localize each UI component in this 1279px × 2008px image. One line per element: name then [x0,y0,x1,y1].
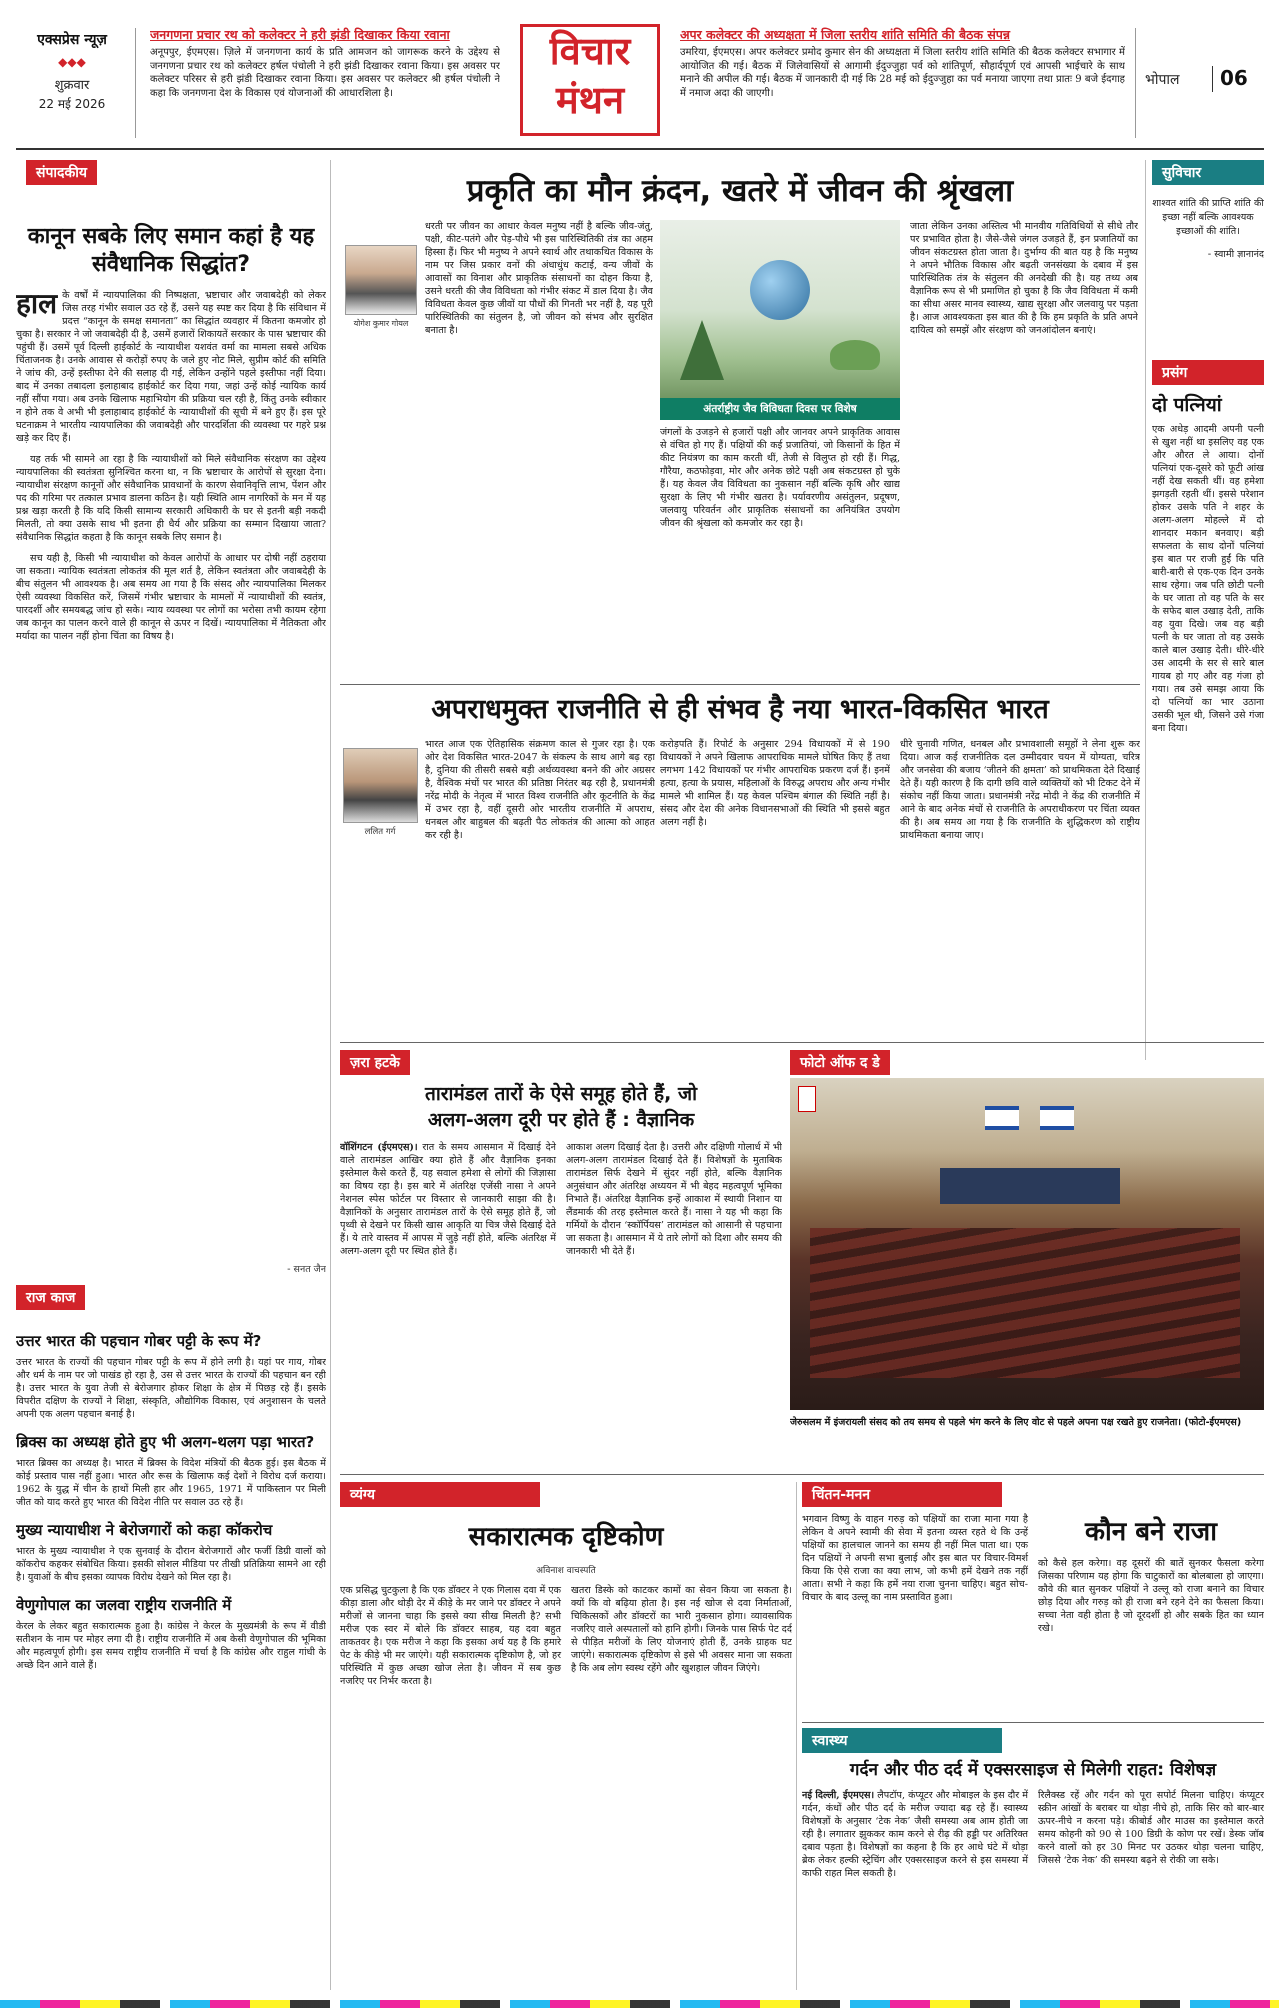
zara-hatke-headline-line1: तारामंडल तारों के ऐसे समूह होते हैं, जो [424,1083,697,1105]
tree-icon [680,320,724,380]
issue-day: शुक्रवार [54,78,90,93]
second-lead-column-2: करोड़पति हैं। रिपोर्ट के अनुसार 294 विधायकों में से 190 विधायकों ने अपने खिलाफ आपराधिक मामले घोषित किए हैं तथा लगभग 142 विधायकों पर गंभीर आपराधिक प्रकरण दर्ज हैं। इनमें हत्या, हत्या के प्रयास, महिलाओं के विरुद्ध अपराध और अन्य गंभीर मामले भी शामिल हैं। यह केवल पश्चिम बंगाल की स्थिति नहीं है। संसद और देश की अनेक विधानसभाओं की स्थिति भी इससे बहुत अलग नहीं है। [660,739,890,828]
raj-kaaj-tag: राज काज [16,1285,85,1310]
swasthya-section [802,1728,1264,1990]
diamond-ornament-icon: ◆◆◆ [58,55,86,69]
raj-kaaj-item2-text: भारत ब्रिक्स का अध्यक्ष है। भारत में ब्रिक्स के विदेश मंत्रियों की बैठक हुई। इस बैठक में कोई प्रस्ताव पास नहीं हुआ। भारत और रूस के खिलाफ कई देशों ने विरोध दर्ज कराया। 1962 के युद्ध में चीन के हाथों मिली हार और 1965, 1971 में पाकिस्तान पर मिली जीत को याद करते हुए भारत की विदेश नीति पर सवाल उठ रहे हैं। [16,1458,326,1508]
lead-author-photo [345,245,417,315]
raj-kaaj-section [16,1285,326,1990]
speaker-podium [940,1168,1120,1204]
vyangya-section [340,1482,792,1990]
masthead-left-text: अनूपपुर, ईएमएस। ज़िले में जनगणना कार्य के प्रति आमजन को जागरूक करने के उद्देश्य से जनगणना प्रचार रथ को कलेक्टर हर्षल पंचोली ने हरी झंडी दिखाकर रवाना किया। इस अवसर पर कलेक्टर परिसर से हरी झंडी दिखाकर रवाना किया। इस अवसर पर कलेक्टर श्री हर्षल पंचोली ने कहा कि जनगणना देश के विकास एवं योजनाओं की आधारशिला है। [150,47,500,99]
raj-kaaj-item4-headline: वेणुगोपाल का जलवा राष्ट्रीय राजनीति में [16,1596,232,1614]
raj-kaaj-item4-text: केरल के लेकर बहुत सकारात्मक हुआ है। कांग्रेस ने केरल के मुख्यमंत्री के रूप में वीडी सतीशन के नाम पर मोहर लगा दी है। राष्ट्रीय राजनीति में अब केसी वेणुगोपाल की भूमिका और महत्वपूर्ण होगी। इस समय राष्ट्रीय राजनीति में चर्चा है कि कांग्रेस और राहुल गांधी के अच्छे दिन आने वाले हैं। [16,1621,326,1671]
lead-column-1: धरती पर जीवन का आधार केवल मनुष्य नहीं है बल्कि जीव-जंतु, पक्षी, कीट-पतंगे और पेड़-पौधे भी इस पारिस्थितिकी तंत्र का अहम हिस्सा हैं। फिर भी मनुष्य ने अपने स्वार्थ और तथाकथित विकास के नाम पर जिस प्रकार वनों की अंधाधुंध कटाई, वन्य जीवों के आवासों का विनाश और प्राकृतिक संसाधनों का दोहन किया है, उसने धरती की जैव विविधता को गंभीर संकट में डाल दिया है। जैव विविधता केवल कुछ जीवों या पौधों की गिनती भर नहीं है, यह पूरी पारिस्थितिकी का संतुलन है, जो जीवन को संभव और सुरक्षित बनाता है। [425,221,653,336]
second-lead-author-photo [343,748,418,823]
raj-kaaj-item3-text: भारत के मुख्य न्यायाधीश ने एक सुनवाई के दौरान बेरोजगारों और फर्जी डिग्री वालों को कॉकरोच कहकर संबोधित किया। इसकी सोशल मीडिया पर तीखी प्रतिक्रिया सामने आ रही है। युवाओं के बीच इसका व्यापक विरोध देखने को मिल रहा है। [16,1546,326,1583]
masthead-left-headline: जनगणना प्रचार रथ को कलेक्टर ने हरी झंडी दिखाकर किया रवाना [150,27,450,42]
raj-kaaj-item3-headline: मुख्य न्यायाधीश ने बेरोजगारों को कहा कॉकरोच [16,1521,273,1539]
masthead-left-news [150,26,500,142]
photo-of-day-tag: फोटो ऑफ द डे [790,1050,890,1075]
masthead-right-news [680,26,1125,142]
vyangya-tag: व्यंग्य [340,1482,540,1507]
issue-date: 22 मई 2026 [38,97,106,111]
earth-globe-icon [750,260,810,320]
editorial-dropcap: हाल [16,287,58,320]
editorial-headline: कानून सबके लिए समान कहां है यह संवैधानिक सिद्धांत? [27,224,315,277]
parliament-photo [790,1078,1264,1410]
vyangya-headline: सकारात्मक दृष्टिकोण [468,1522,664,1552]
swasthya-dateline: नई दिल्ली, ईएमएस। [802,1790,875,1801]
vyangya-column-2: खतरा डिस्के को काटकर कामों का सेवन किया जा सकता है। क्यों कि वो बढ़िया होता है। इस नई खोज से दवा निर्माताओं, चिकित्सकों और डॉक्टरों का भारी नुकसान होगा। व्यावसायिक नजरिए वाले अस्पतालों को हानि होगी। जिनके पास सिर्फ पेट दर्द से पीड़ित मरीजों के लिए योजनाएं होती हैं, उनके ग्राहक घट जाएंगे। सकारात्मक दृष्टिकोण से इसे भी अवसर माना जा सकता है कि अब लोग स्वस्थ रहेंगे और खुशहाल जीवन जिएंगे। [571,1585,792,1674]
vyangya-column-1: एक प्रसिद्ध चुटकुला है कि एक डॉक्टर ने एक गिलास दवा में एक कीड़ा डाला और थोड़ी देर में कीड़े के मर जाने पर डॉक्टर ने अपने मरीजों से जानना चाहा कि इससे क्या सीख मिलती है? सभी मरीज एक स्वर में बोले कि डॉक्टर साहब, यह दवा बहुत ताकतवर है। एक मरीज ने कहा कि इसका अर्थ यह है कि हमारे पेट के कीड़े भी मर जाएंगे। यही सकारात्मक दृष्टिकोण है, जो हर परिस्थिति में कुछ अच्छा खोज लेता है। जीवन में सब कुछ नजरिए पर निर्भर करता है। [340,1585,561,1687]
suvichar-author: - स्वामी ज्ञानानंद [1207,249,1264,260]
section-title-box [520,24,660,136]
photo-of-day-section [790,1050,1264,1470]
raj-kaaj-item2-headline: ब्रिक्स का अध्यक्ष होते हुए भी अलग-थलग पड़ा भारत? [16,1433,315,1451]
raj-kaaj-item1-headline: उत्तर भारत की पहचान गोबर पट्टी के रूप में? [16,1332,262,1350]
chintan-tag: चिंतन-मनन [802,1482,1002,1507]
editorial-body [16,289,326,445]
swasthya-tag: स्वास्थ्य [802,1728,1002,1753]
zara-hatke-headline-line2: अलग-अलग दूरी पर होते हैं : वैज्ञानिक [427,1109,695,1131]
swasthya-headline: गर्दन और पीठ दर्द में एक्सरसाइज से मिलेगी राहत: विशेषज्ञ [849,1760,1217,1780]
swasthya-column-2: रिलैक्स्ड रहें और गर्दन को पूरा सपोर्ट मिलना चाहिए। कंप्यूटर स्क्रीन आंखों के बराबर या थोड़ा नीचे हो, ताकि सिर को बार-बार ऊपर-नीचे न करना पड़े। कीबोर्ड और माउस का इस्तेमाल करते समय कोहनी को 90 से 100 डिग्री के कोण पर रखें। डेस्क जॉब करने वालों को हर 30 मिनट पर उठकर थोड़ा चलना चाहिए, जिससे ‘टेक नेक’ की समस्या बढ़ने से रोकी जा सके। [1038,1790,1264,1866]
chintan-column-1: भगवान विष्णु के वाहन गरुड़ को पक्षियों का राजा माना गया है लेकिन वे अपने स्वामी की सेवा में इतना व्यस्त रहते थे कि उन्हें पक्षियों का हालचाल जानने का समय ही नहीं मिल पाता था। एक दिन पक्षियों ने अपनी सभा बुलाई और इस बात पर विचार-विमर्श किया कि ऐसे राजा का क्या लाभ, जो कभी हमें देखने तक नहीं आता। सभी ने कहा कि हमें नया राजा चुनना चाहिए। बहुत सोच-विचार के बाद उल्लू का नाम प्रस्तावित हुआ। [802,1514,1028,1603]
zara-hatke-tag: ज़रा हटके [340,1050,410,1075]
suvichar-tag: सुविचार [1152,160,1264,185]
prasang-text: एक अधेड़ आदमी अपनी पत्नी से खुश नहीं था इसलिए वह एक और औरत ले आया। दोनों पत्नियां एक-दूसरे को फूटी आंख नहीं देख सकती थीं। वह हमेशा झगड़ती रहती थीं। इससे परेशान होकर उसके पति ने शहर के अलग-अलग मोहल्ले में दो शानदार मकान बनवाए। बड़ी सफलता के साथ दोनों पत्नियां इस बात पर राजी हुईं कि पति बारी-बारी से एक-एक दिन उनके साथ रहेगा। जब पति छोटी पत्नी के घर जाता तो वह पति के सर के सफेद बाल उखाड़ देती, ताकि वह युवा दिखे। जब वह बड़ी पत्नी के घर जाता तो वह उसके काले बाल उखाड़ देती। धीरे-धीरे उस आदमी के सर से सारे बाल गायब हो गए और वह गंजा हो गया। तब उसे समझ आया कि दो पत्नियों का भार उठाना उसकी भूल थी, जिसने उसे गंजा बना दिया। [1152,424,1264,734]
lead-image [660,220,900,420]
second-lead-headline: अपराधमुक्त राजनीति से ही संभव है नया भारत-विकसित भारत [431,694,1049,725]
second-lead-author-name: ललित गर्ग [364,827,396,837]
lead-author-name: योगेश कुमार गोयल [353,319,409,328]
flag-icon [985,1106,1019,1130]
page-number: 06 [1220,66,1248,90]
chintan-headline: कौन बने राजा [1085,1517,1217,1547]
seating-rows [810,1228,1240,1378]
editorial-author: - सनत जैन [287,1264,326,1275]
chintan-column-2: को कैसे हल करेगा। वह दूसरों की बातें सुनकर फैसला करेगा जिसका परिणाम यह होगा कि चाटुकारों का बोलबाला हो जाएगा। कौवे की बात सुनकर पक्षियों ने उल्लू को राजा बनाने का विचार छोड़ दिया और गरुड़ को ही राजा बने रहने देने का फैसला किया। सच्चा नेता वही होता है जो दूरदर्शी हो और सबके हित का ध्यान रखे। [1038,1558,1264,1634]
editorial-section [16,160,326,1262]
editorial-paragraph-3: सच यही है, किसी भी न्यायाधीश को केवल आरोपों के आधार पर दोषी नहीं ठहराया जा सकता। न्यायिक स्वतंत्रता लोकतंत्र की मूल शर्त है, लेकिन स्वतंत्रता और जवाबदेही के बीच संतुलन भी आवश्यक है। अब समय आ गया है कि संसद और न्यायपालिका मिलकर ऐसी व्यवस्था विकसित करें, जिसमें गंभीर भ्रष्टाचार के मामलों में न्यायाधीशों की स्वतंत्र, पारदर्शी और समयबद्ध जांच हो सके। न्याय व्यवस्था पर लोगों का भरोसा तभी कायम रहेगा जब कानून का पालन करने वाले ही कानून से ऊपर न दिखें। न्यायपालिका में नैतिकता और मर्यादा का पालन नहीं होना चिंता का विषय है। [16,553,326,642]
zara-hatke-section [340,1050,782,1470]
masthead [0,0,1279,150]
leaf-hand-icon [830,340,880,370]
photo-agency-logo [798,1086,816,1112]
paper-brand [16,30,128,122]
suvichar-section [1152,160,1264,360]
lead-image-caption: अंतर्राष्ट्रीय जैव विविधता दिवस पर विशेष [660,398,900,420]
photo-of-day-caption: जेरुसलम में इंजरायली संसद को तय समय से पहले भंग करने के लिए वोट से पहले अपना पक्ष रखते हुए राजनेता। (फोटो-ईएमएस) [790,1417,1242,1428]
prasang-headline: दो पत्नियां [1152,394,1222,416]
chintan-section [802,1482,1264,1717]
swasthya-text-1: लैपटॉप, कंप्यूटर और मोबाइल के इस दौर में गर्दन, कंधों और पीठ दर्द के मरीज ज्यादा बढ़ रहे हैं। स्वास्थ्य विशेषज्ञों के अनुसार ‘टेक नेक’ जैसी समस्या अब आम होती जा रही है। लगातार झुककर काम करने से रीढ़ की हड्डी पर अतिरिक्त दबाव पड़ता है। विशेषज्ञों का कहना है कि हर आधे घंटे में थोड़ा ब्रेक लेकर हल्की स्ट्रेचिंग और एक्सरसाइज करने से इस समस्या में काफी राहत मिल सकती है। [802,1790,1028,1879]
lead-column-2: जंगलों के उजड़ने से हजारों पक्षी और जानवर अपने प्राकृतिक आवास से वंचित हो गए हैं। पक्षियों की कई प्रजातियां, जो किसानों के हित में कीट नियंत्रण का काम करती थीं, तेजी से विलुप्त हो रही हैं। गिद्ध, गौरैया, कठफोड़वा, मोर और अनेक छोटे पक्षी अब संकटग्रस्त हो चुके हैं। यह केवल जैव विविधता का नुकसान नहीं बल्कि कृषि और खाद्य सुरक्षा के लिए भी गंभीर खतरा है। पर्यावरणीय असंतुलन, प्रदूषण, जलवायु परिवर्तन और प्राकृतिक संसाधनों का अनियंत्रित उपयोग जीवन की श्रृंखला को कमजोर कर रहा है। [660,427,900,529]
zara-hatke-column-1 [340,1141,556,1258]
editorial-paragraph-1: के वर्षों में न्यायपालिका की निष्पक्षता, भ्रष्टाचार और जवाबदेही को लेकर जिस तरह गंभीर सवाल उठ रहे हैं, उसने यह स्पष्ट कर दिया है कि संविधान में प्रदत्त “कानून के समक्ष समानता” का सिद्धांत व्यवहार में कितना कमजोर हो चुका है। सरकार ने जो जवाबदेही दी है, उसमें हजारों शिकायतें सरकार के पास भ्रष्टाचार की पहुंची हैं। उसमें पूर्व दिल्ली हाईकोर्ट के न्यायाधीश यशवंत वर्मा का मामला सबसे अधिक चिंताजनक है। उनके आवास से करोड़ों रुपए के जले हुए नोट मिले, सुप्रीम कोर्ट की समिति ने जांच की, उन्हें इस्तीफा देने की सलाह दी गई, लेकिन उन्होंने पहले इस्तीफा नहीं दिया। बाद में उनका तबादला इलाहाबाद हाईकोर्ट कर दिया गया, जहां उन्हें कोई न्यायिक कार्य नहीं सौंपा गया। अब उनके खिलाफ महाभियोग की प्रक्रिया चल रही है, किंतु उनके स्वीकार न होने तक वे अभी भी इलाहाबाद हाईकोर्ट के न्यायाधीशों की सूची में बने हुए हैं। इस पूरे घटनाक्रम ने भारतीय न्यायपालिका की जवाबदेही और पारदर्शिता की व्यवस्था पर गहरे प्रश्न खड़े कर दिए हैं। [16,290,326,444]
lead-headline: प्रकृति का मौन क्रंदन, खतरे में जीवन की श्रृंखला [466,173,1014,209]
color-registration-strip [0,2000,1279,2008]
second-lead-column-1: भारत आज एक ऐतिहासिक संक्रमण काल से गुजर रहा है। एक ओर देश विकसित भारत-2047 के संकल्प के साथ आगे बढ़ रहा है, दुनिया की तीसरी सबसे बड़ी अर्थव्यवस्था बनने की ओर अग्रसर है, वैश्विक मंचों पर भारत की प्रतिष्ठा निरंतर बढ़ रही है, प्रधानमंत्री नरेंद्र मोदी के नेतृत्व में भारत विश्व राजनीति और कूटनीति के केंद्र में उभर रहा है, वहीं दूसरी ओर भारतीय राजनीति में अपराध, धनबल और बाहुबल की बढ़ती पैठ लोकतंत्र की आत्मा को आहत कर रही है। [425,739,655,841]
masthead-right-text: उमरिया, ईएमएस। अपर कलेक्टर प्रमोद कुमार सेन की अध्यक्षता में जिला स्तरीय शांति समिति की बैठक कलेक्टर सभागार में आयोजित की गई। बैठक में जिलेवासियों से आगामी ईदुज्जुहा पर्व को शांतिपूर्ण, सौहार्दपूर्ण एवं आपसी भाईचारे के साथ मनाने की अपील की गई। बैठक में जानकारी दी गई कि 28 मई को ईदुज्जुहा का पर्व मनाया जाएगा तथा प्रातः 9 बजे ईदगाह में नमाज अदा की जाएगी। [680,47,1125,99]
editorial-tag: संपादकीय [26,160,97,185]
zara-hatke-dateline: वॉशिंगटन (ईएमएस)। [340,1142,418,1153]
section-title-line2: मंथन [555,78,625,122]
vyangya-author: अविनाश वाचस्पति [536,1566,596,1576]
zara-hatke-text-1: रात के समय आसमान में दिखाई देने वाले तारामंडल आखिर क्या होते हैं और वैज्ञानिक इनका इस्तेमाल कैसे करते हैं, यह सवाल हमेशा से लोगों की जिज्ञासा का विषय रहा है। इस बारे में अंतरिक्ष एजेंसी नासा ने अपने नेशनल स्पेस फोर्टल पर विस्तार से जानकारी साझा की है। वैज्ञानिकों के अनुसार तारामंडल तारों के ऐसे समूह होते हैं, जो पृथ्वी से देखने पर किसी खास आकृति या चित्र जैसे दिखाई देते हैं। ये तारे वास्तव में आपस में जुड़े नहीं होते, बल्कि अंतरिक्ष में अलग-अलग दूरी पर स्थित होते हैं। [340,1142,556,1257]
swasthya-column-1 [802,1789,1028,1880]
suvichar-quote: शाश्वत शांति की प्राप्ति शांति की इच्छा नहीं बल्कि आवश्यक इच्छाओं की शांति। [1152,198,1264,237]
editorial-paragraph-2: यह तर्क भी सामने आ रहा है कि न्यायाधीशों को मिले संवैधानिक संरक्षण का उद्देश्य न्यायपालिका की स्वतंत्रता सुनिश्चित करना था, न कि भ्रष्टाचार के आरोपों से सुरक्षा देना। न्यायाधीश संरक्षण कानूनों और संवैधानिक प्रावधानों के कारण सेवानिवृत्ति लाभ, पेंशन और पद की गरिमा पर तत्काल प्रभाव डालना कठिन है। यही स्थिति आम नागरिकों के मन में यह प्रश्न खड़ा करती है कि यदि किसी सामान्य सरकारी अधिकारी के घर से इतनी बड़ी नकदी मिलती, तो क्या उसके साथ भी इतना ही धैर्य और प्रक्रिया का सम्मान दिखाया जाता? संवैधानिक सिद्धांत कहता है कि कानून सबके लिए समान है। [16,454,326,543]
page-city: भोपाल [1145,72,1180,88]
prasang-tag: प्रसंग [1152,360,1264,385]
second-lead-column-3: धीरे चुनावी गणित, धनबल और प्रभावशाली समूहों ने लेना शुरू कर दिया। आज कई राजनीतिक दल उम्मीदवार चयन में योग्यता, चरित्र और जनसेवा की बजाय ‘जीतने की क्षमता’ को प्राथमिकता देते दिखाई देते हैं। यही कारण है कि दागी छवि वाले व्यक्तियों को भी टिकट देने में संकोच नहीं किया जाता। प्रधानमंत्री नरेंद्र मोदी ने केंद्र की राजनीति में आने के बाद अनेक मंचों से राजनीति के अपराधीकरण पर चिंता व्यक्त की है। अब समय आ गया है कि राजनीति के शुद्धिकरण को राष्ट्रीय प्राथमिकता बनाया जाए। [900,739,1140,841]
paper-name: एक्सप्रेस न्यूज़ [37,32,107,48]
flag-icon [1040,1106,1074,1130]
section-title-line1: विचार [549,29,631,73]
masthead-right-headline: अपर कलेक्टर की अध्यक्षता में जिला स्तरीय शांति समिति की बैठक संपन्न [680,27,1011,42]
zara-hatke-column-2: आकाश अलग दिखाई देता है। उत्तरी और दक्षिणी गोलार्ध में भी अलग-अलग तारामंडल दिखाई देते हैं। विशेषज्ञों के मुताबिक तारामंडल सिर्फ देखने में सुंदर नहीं होते, बल्कि वैज्ञानिक अनुसंधान और अंतरिक्ष अध्ययन में भी बेहद महत्वपूर्ण भूमिका निभाते हैं। अंतरिक्ष वैज्ञानिक इन्हें आकाश में स्थायी निशान या लैंडमार्क की तरह इस्तेमाल करते हैं। नासा ने यह भी कहा कि गर्मियों के दौरान ‘स्कॉर्पियस’ तारामंडल को आसानी से पहचाना जा सकता है। आसमान में ये तारे लोगों को दिशा और समय की जानकारी भी देते हैं। [566,1142,782,1257]
lead-column-3: जाता लेकिन उनका अस्तित्व भी मानवीय गतिविधियों से सीधे तौर पर प्रभावित होता है। जैसे-जैसे जंगल उजड़ते हैं, इन प्रजातियों का जीवन संकटग्रस्त होता जाता है। दुर्भाग्य की बात यह है कि मनुष्य ने अपने भौतिक विकास और बढ़ती जनसंख्या के दबाव में इस पारिस्थितिक तंत्र के संतुलन की अनदेखी की है। यह तथ्य अब वैज्ञानिक रूप से भी प्रमाणित हो चुका है कि जैव विविधता में कमी का सीधा असर मानव स्वास्थ्य, खाद्य सुरक्षा और जलवायु पर पड़ता है। आज आवश्यकता इस बात की है कि हम प्रकृति के प्रति अपने दायित्व को समझें और संरक्षण को जनआंदोलन बनाएं। [910,221,1138,336]
raj-kaaj-item1-text: उत्तर भारत के राज्यों की पहचान गोबर पट्टी के रूप में होने लगी है। यहां पर गाय, गोबर और धर्म के नाम पर जो पाखंड हो रहा है, उस से उत्तर भारत के राज्यों की पहचान बन रही है। उत्तर भारत के युवा तेजी से बेरोजगार होकर शिक्षा के क्षेत्र में पिछड़ रहे हैं। इसके विपरीत दक्षिण के राज्यों ने शिक्षा, संस्कृति, औद्योगिक विकास, एवं अनुशासन के चलते अपनी एक अलग पहचान बनाई है। [16,1357,326,1420]
prasang-section [1152,360,1264,1060]
